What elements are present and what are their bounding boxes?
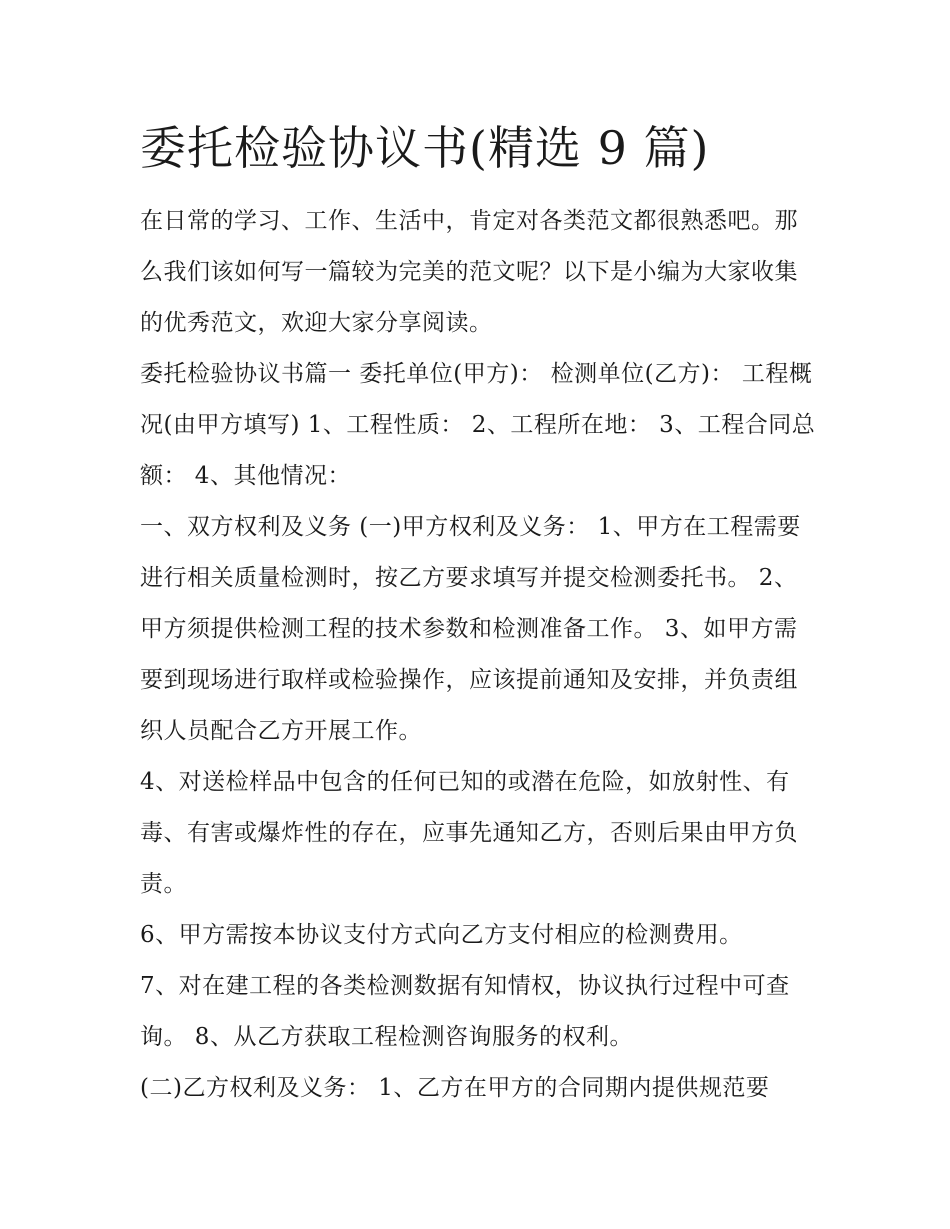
paragraph-hazard-notice: 4、对送检样品中包含的任何已知的或潜在危险，如放射性、有毒、有害或爆炸性的存在，应事先通知乙方，否则后果由甲方负责。	[140, 769, 798, 897]
paragraph-agreement-header: 委托检验协议书篇一 委托单位(甲方)： 检测单位(乙方)： 工程概况(由甲方填写) 1、工程性质： 2、工程所在地： 3、工程合同总额： 4、其他情况：	[140, 361, 816, 489]
paragraph-payment: 6、甲方需按本协议支付方式向乙方支付相应的检测费用。	[140, 922, 743, 948]
paragraph-party-b-rights: (二)乙方权利及义务： 1、乙方在甲方的合同期内提供规范要	[140, 1075, 770, 1101]
paragraph-data-access: 7、对在建工程的各类检测数据有知情权，协议执行过程中可查询。 8、从乙方获取工程检测咨询服务的权利。	[140, 973, 790, 1050]
paragraph-intro: 在日常的学习、工作、生活中，肯定对各类范文都很熟悉吧。那么我们该如何写一篇较为完美的范文呢？以下是小编为大家收集的优秀范文，欢迎大家分享阅读。	[140, 208, 798, 336]
document-body	[140, 196, 820, 1114]
document-title: 委托检验协议书(精选 9 篇)	[140, 121, 710, 175]
paragraph-party-a-rights: 一、双方权利及义务 (一)甲方权利及义务： 1、甲方在工程需要进行相关质量检测时，按乙方要求填写并提交检测委托书。 2、甲方须提供检测工程的技术参数和检测准备工作。 3、如甲方需要到现场进行取样或检验操作，应该提前通知及安排，并负责组织人员配合乙方开展工作。	[140, 514, 801, 744]
